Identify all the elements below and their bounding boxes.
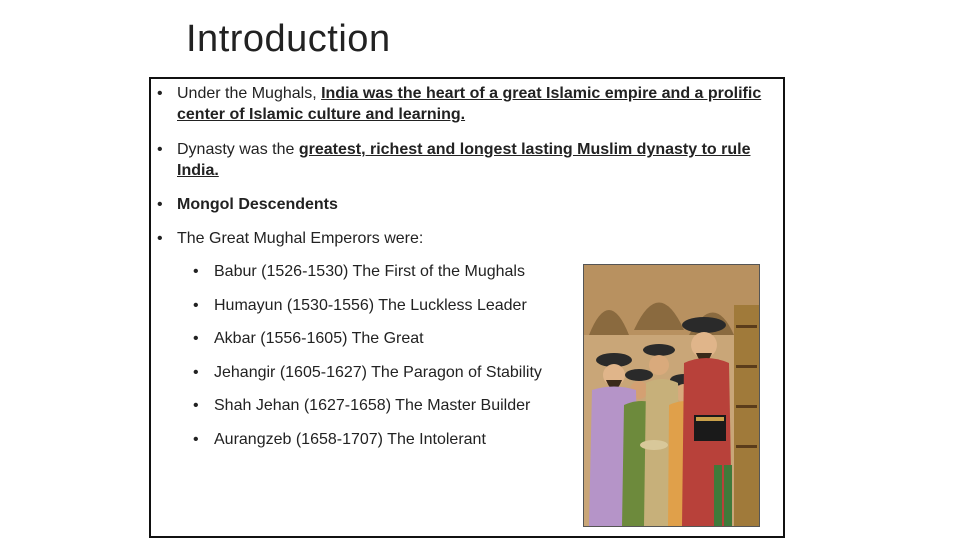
emperor-item [193,261,593,282]
bullet-dot: • [193,330,199,347]
bullet-emphasis: India was the heart of a great Islamic empire and a prolific center of Islamic culture and learning. [177,85,762,123]
bullet-prefix: Under the Mughals, [177,85,322,102]
emperor-item [193,295,593,316]
emperor-item [193,395,593,416]
bullet-dot: • [157,196,163,213]
bullet-dot: • [193,364,199,381]
bullet-mongol-descendents [157,194,777,215]
emperor-text: Akbar (1556-1605) The Great [214,330,424,347]
emperor-text: Aurangzeb (1658-1707) The Intolerant [214,431,486,448]
bullet-dot: • [193,431,199,448]
bullet-dot: • [193,297,199,314]
bullet-dot: • [157,230,163,247]
bullet-dot: • [193,263,199,280]
bullet-prefix: Dynasty was the [177,141,299,158]
bullet-greatest-dynasty [157,139,777,181]
bullet-dot: • [193,397,199,414]
bullet-dot: • [157,141,163,158]
bullet-emphasis: greatest, richest and longest lasting Muslim dynasty to rule India. [177,141,751,179]
bullet-text: Mongol Descendents [177,196,338,213]
bullet-mughal-heart [157,83,777,125]
bullet-dot: • [157,85,163,102]
emperor-text: Humayun (1530-1556) The Luckless Leader [214,297,527,314]
emperor-item [193,429,593,450]
bullet-text: The Great Mughal Emperors were: [177,230,424,247]
emperor-item [193,328,593,349]
bullet-text [157,139,777,181]
emperor-text: Shah Jehan (1627-1658) The Master Builder [214,397,531,414]
slide-title: Introduction [186,18,391,60]
emperor-item [193,362,593,383]
mughal-painting-image [583,264,760,527]
emperor-text: Babur (1526-1530) The First of the Mughals [214,263,525,280]
emperor-text: Jehangir (1605-1627) The Paragon of Stability [214,364,542,381]
bullet-emperors-heading [157,228,777,249]
bullet-text [157,83,777,125]
